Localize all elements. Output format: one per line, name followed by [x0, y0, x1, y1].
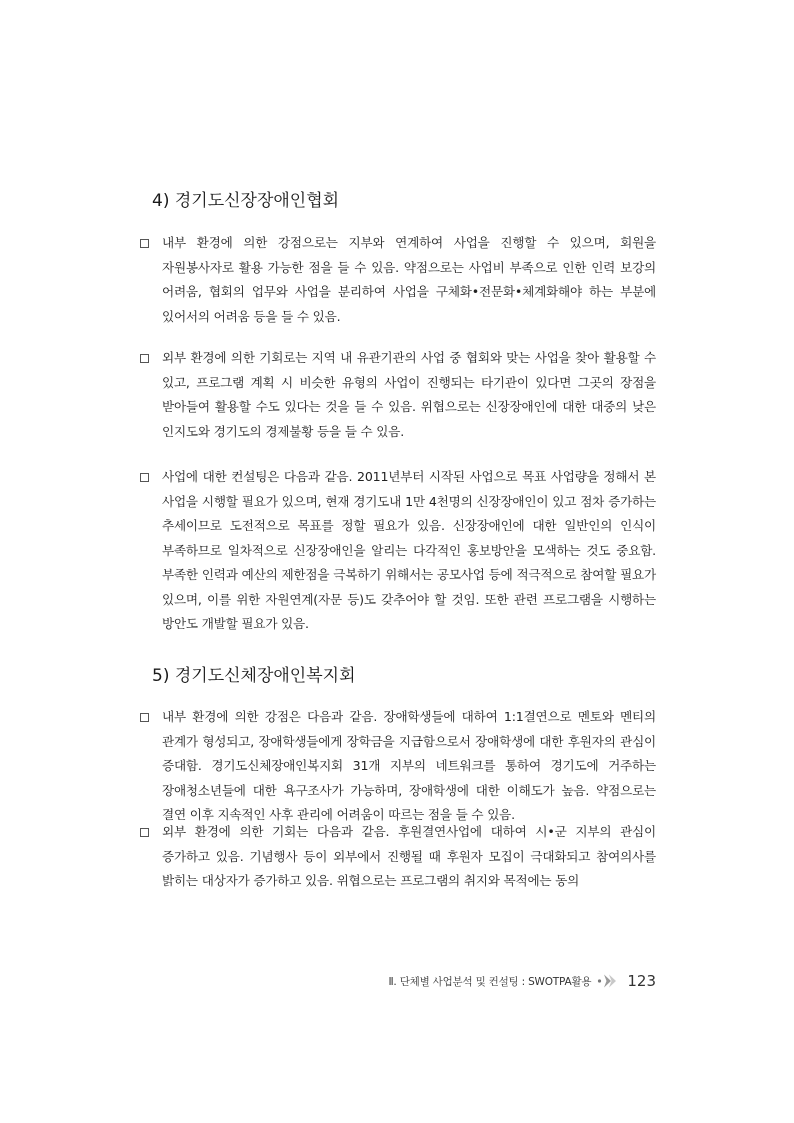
section-title-4: 4) 경기도신장장애인협회 [152, 191, 340, 211]
bullet-box-icon [140, 713, 149, 722]
footer-chapter-title: Ⅱ. 단체별 사업분석 및 컨설팅 : SWOTPA활용 [388, 975, 592, 988]
section-title-5: 5) 경기도신체장애인복지회 [152, 666, 356, 686]
paragraph-text: 외부 환경에 의한 기회는 다음과 같음. 후원결연사업에 대하여 시•군 지부의 관심이 증가하고 있음. 기념행사 등이 외부에서 진행될 때 후원자 모집이 극대화되고 참여의사를 밝히는 대상자가 증가하고 있음. 위협으로는 프로그램의 취지와 목적에는 동의 [162, 824, 656, 888]
paragraph-text: 내부 환경에 의한 강점은 다음과 같음. 장애학생들에 대하여 1:1결연으로 멘토와 멘티의 관계가 형성되고, 장애학생들에게 장학금을 지급함으로서 장애학생에 대한 후원자의 관심이 증대함. 경기도신체장애인복지회 31개 지부의 네트워크를 통하여 경기도에 거주하는 장애청소년들에 대한 욕구조사가 가능하며, 장애학생에 대한 이해도가 높음. 약점으로는 결연 이후 지속적인 사후 관리에 어려움이 따르는 점을 들 수 있음. [162, 709, 656, 822]
paragraph-text: 외부 환경에 의한 기회로는 지역 내 유관기관의 사업 중 협회와 맞는 사업을 찾아 활용할 수 있고, 프로그램 계획 시 비슷한 유형의 사업이 진행되는 타기관이 있다면 그곳의 장점을 받아들여 활용할 수도 있다는 것을 들 수 있음. 위협으로는 신장장애인에 대한 대중의 낮은 인지도와 경기도의 경제불황 등을 들 수 있음. [162, 350, 656, 439]
paragraph-text: 내부 환경에 의한 강점으로는 지부와 연계하여 사업을 진행할 수 있으며, 회원을 자원봉사자로 활용 가능한 점을 들 수 있음. 약점으로는 사업비 부족으로 인한 인력 보강의 어려움, 협회의 업무와 사업을 분리하여 사업을 구체화•전문화•체계화해야 하는 부분에 있어서의 어려움 등을 들 수 있음. [162, 235, 656, 324]
bullet-box-icon [140, 828, 149, 837]
paragraph [140, 465, 656, 637]
bullet-box-icon [140, 473, 149, 482]
paragraph [140, 231, 656, 329]
paragraph [140, 346, 656, 444]
paragraph-text: 사업에 대한 컨설팅은 다음과 같음. 2011년부터 시작된 사업으로 목표 사업량을 정해서 본 사업을 시행할 필요가 있으며, 현재 경기도내 1만 4천명의 신장장애인이 있고 점차 증가하는 추세이므로 도전적으로 목표를 정할 필요가 있음. 신장장애인에 대한 일반인의 인식이 부족하므로 일차적으로 신장장애인을 알리는 다각적인 홍보방안을 모색하는 것도 중요함. 부족한 인력과 예산의 제한점을 극복하기 위해서는 공모사업 등에 적극적으로 참여할 필요가 있으며, 이를 위한 자원연계(자문 등)도 갖추어야 할 것임. 또한 관련 프로그램을 시행하는 방안도 개발할 필요가 있음. [162, 469, 656, 631]
bullet-box-icon [140, 354, 149, 363]
page-number: 123 [627, 972, 656, 990]
bullet-box-icon [140, 239, 149, 248]
page-footer [388, 972, 656, 990]
paragraph [140, 820, 656, 894]
chevron-right-icon [597, 973, 619, 989]
paragraph [140, 705, 656, 828]
